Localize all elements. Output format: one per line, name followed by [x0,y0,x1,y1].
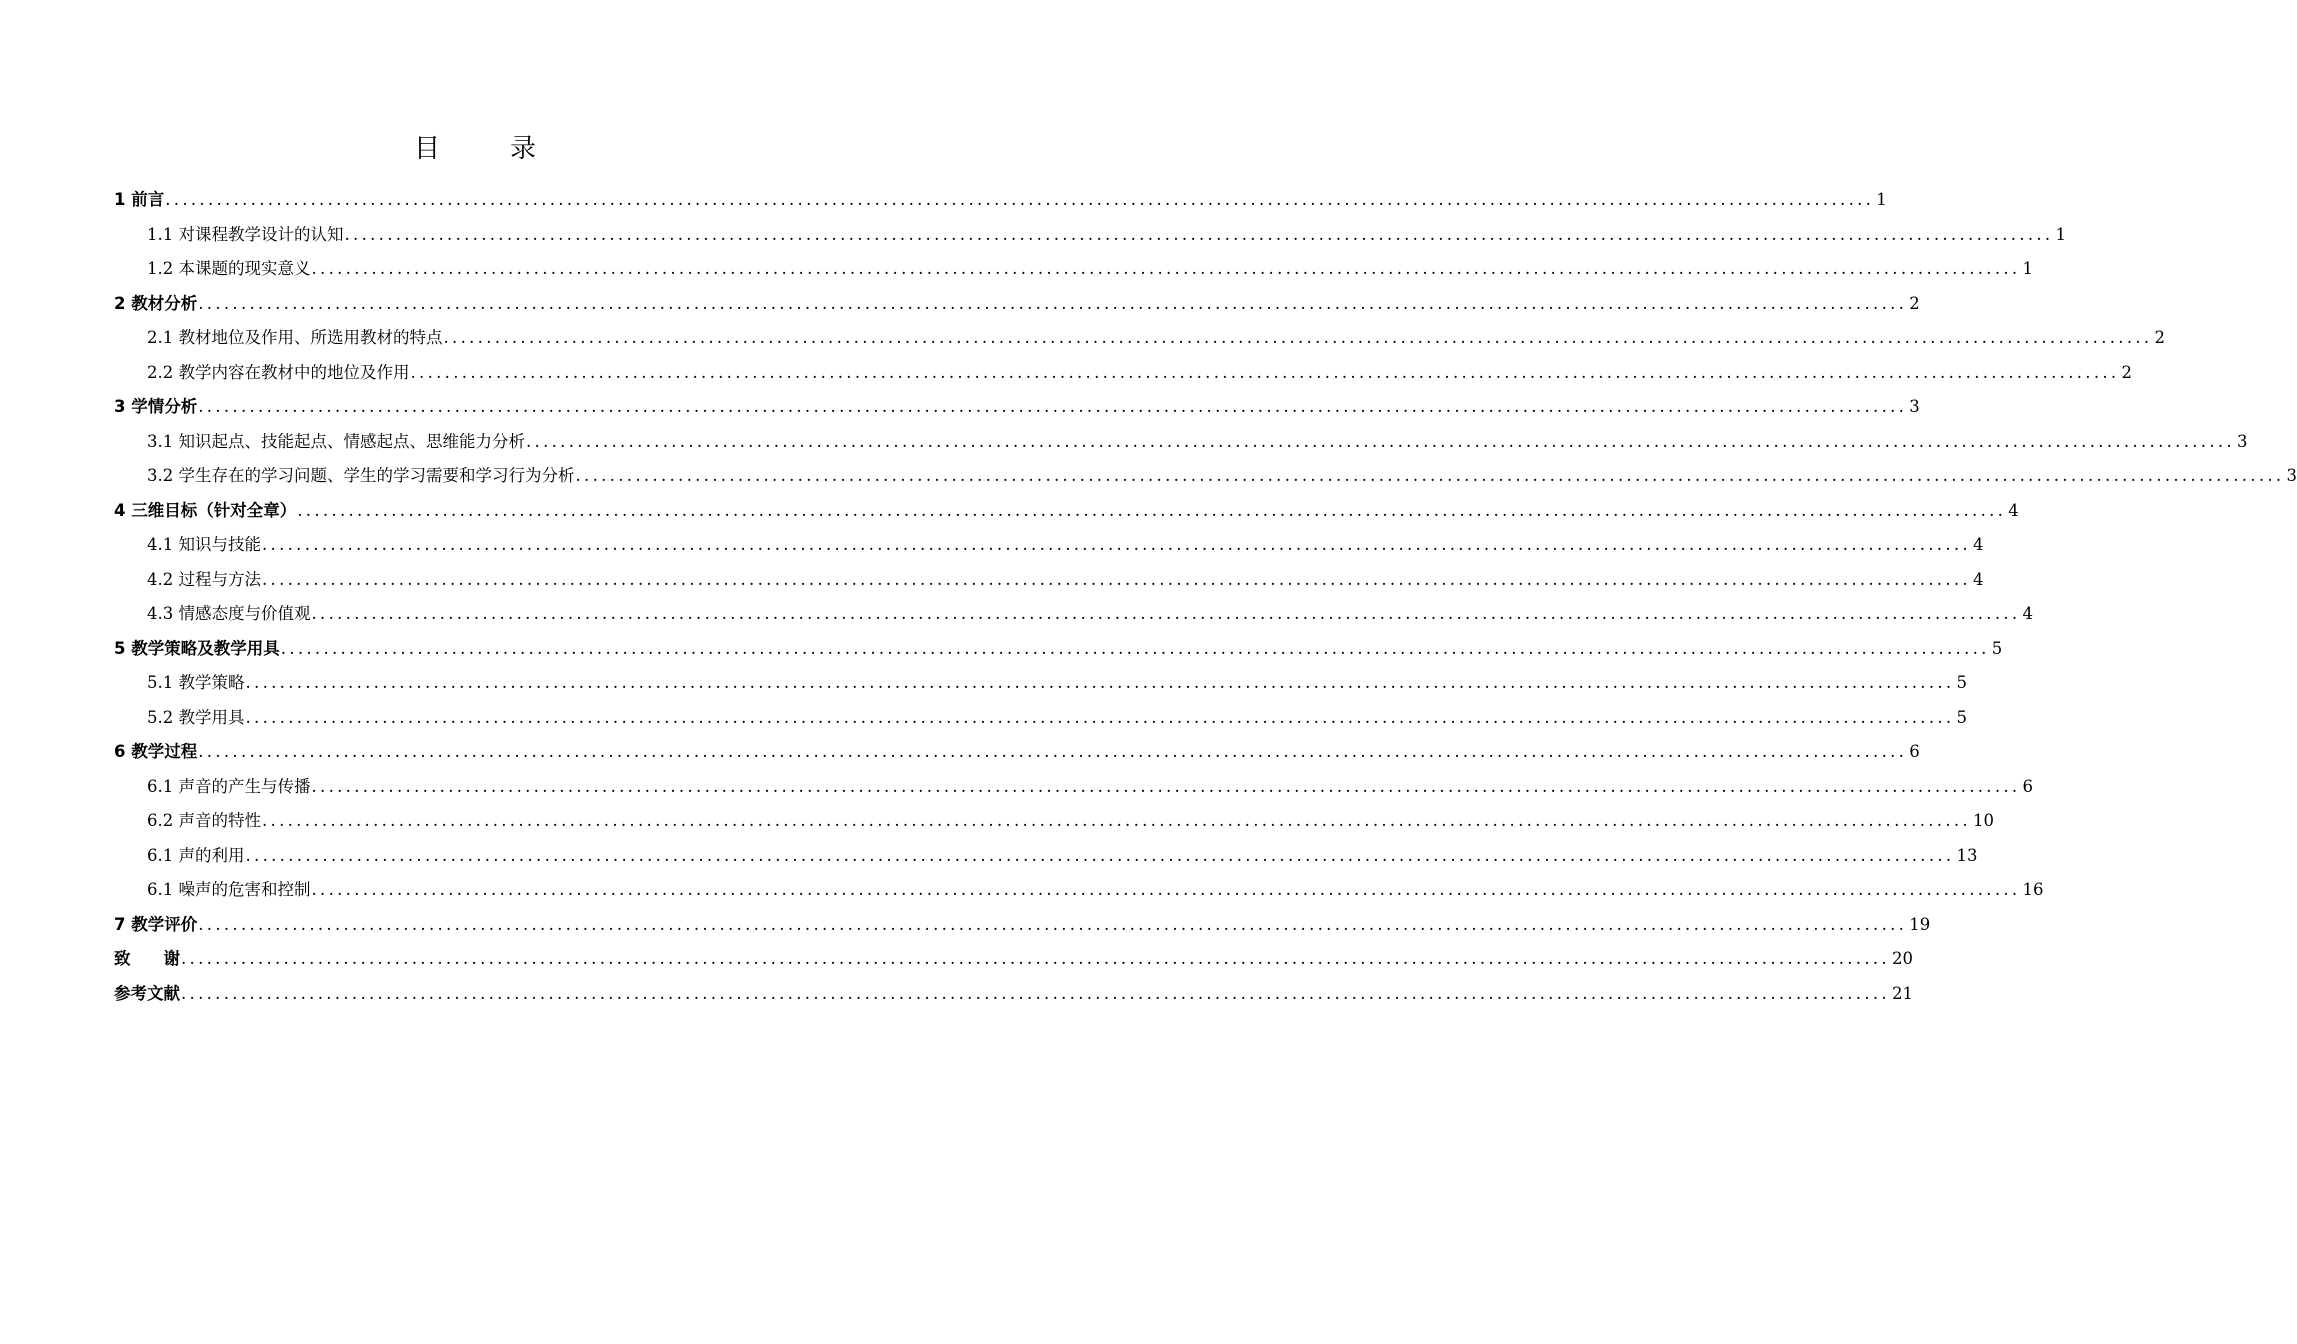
toc-leader-dots: ........................................................................................................................................................................................................ [410,362,2120,382]
toc-chapter-entry[interactable] [114,390,1920,425]
toc-page-number: 3 [2236,431,2248,451]
toc-page-number: 3 [1909,397,1920,416]
toc-entry-label: 1.2 本课题的现实意义 [147,259,311,278]
toc-entry-label: 4 三维目标（针对全章） [114,500,297,520]
toc-section-entry[interactable] [114,459,2297,494]
toc-chapter-entry[interactable] [114,942,1913,977]
toc-entry-label: 2 教材分析 [114,293,198,313]
toc-chapter-entry[interactable] [114,287,1920,322]
toc-section-entry[interactable] [114,321,2165,356]
toc-section-entry[interactable] [114,425,2248,460]
toc-section-entry[interactable] [114,804,1994,839]
table-of-contents [114,183,2297,1011]
toc-title [0,128,950,165]
toc-page-number: 4 [2008,500,2019,520]
toc-leader-dots: ........................................................................................................................................................................................................ [311,776,2021,796]
toc-section-entry[interactable] [114,666,1967,701]
toc-section-entry[interactable] [114,873,2044,908]
toc-entry-label: 1 前言 [114,190,165,209]
toc-chapter-entry[interactable] [114,908,1931,943]
toc-leader-dots: ........................................................................................................................................................................................................ [262,569,1971,589]
toc-leader-dots: ........................................................................................................................................................................................................ [297,500,2007,520]
toc-section-entry[interactable] [114,252,2033,287]
toc-entry-label: 5 教学策略及教学用具 [114,638,280,658]
toc-entry-label: 4.3 情感态度与价值观 [147,604,311,623]
toc-entry-label: 6.1 噪声的危害和控制 [147,880,311,899]
toc-entry-label: 6.1 声音的产生与传播 [147,776,311,796]
toc-chapter-entry[interactable] [114,977,1913,1012]
toc-leader-dots: ........................................................................................................................................................................................................ [526,431,2235,451]
toc-leader-dots: ........................................................................................................................................................................................................ [165,190,1875,209]
toc-leader-dots: ........................................................................................................................................................................................................ [311,880,2021,899]
toc-section-entry[interactable] [114,839,1978,874]
toc-section-entry[interactable] [114,701,1967,736]
toc-page-number: 16 [2022,880,2044,899]
toc-entry-label: 5.2 教学用具 [147,707,245,727]
toc-page-number: 4 [1972,535,1984,554]
toc-entry-label: 参考文献 [114,983,180,1003]
toc-leader-dots: ........................................................................................................................................................................................................ [262,535,1971,554]
toc-entry-label: 3.1 知识起点、技能起点、情感起点、思维能力分析 [147,431,525,451]
toc-page-number: 5 [1956,673,1967,692]
toc-leader-dots: ........................................................................................................................................................................................................ [575,466,2285,485]
toc-page-number: 21 [1891,983,1913,1003]
toc-entry-label: 6.1 声的利用 [147,845,245,865]
toc-chapter-entry[interactable] [114,183,1887,218]
toc-leader-dots: ........................................................................................................................................................................................................ [311,259,2021,278]
toc-leader-dots: ........................................................................................................................................................................................................ [198,914,1908,934]
toc-entry-label: 6 教学过程 [114,742,198,761]
toc-page-number: 2 [1909,293,1920,313]
toc-leader-dots: ........................................................................................................................................................................................................ [181,949,1890,968]
toc-leader-dots: ........................................................................................................................................................................................................ [443,328,2153,347]
toc-leader-dots: ........................................................................................................................................................................................................ [198,742,1908,761]
toc-leader-dots: ........................................................................................................................................................................................................ [344,224,2054,244]
toc-leader-dots: ........................................................................................................................................................................................................ [245,673,1955,692]
toc-page-number: 1 [2022,259,2033,278]
toc-page-number: 1 [2055,224,2066,244]
toc-page-number: 6 [2022,776,2033,796]
toc-entry-label: 致 谢 [114,949,180,968]
toc-section-entry[interactable] [114,563,1984,598]
toc-section-entry[interactable] [114,356,2132,391]
toc-page-number: 2 [2154,328,2165,347]
toc-page-number: 5 [1991,638,2003,658]
toc-chapter-entry[interactable] [114,735,1920,770]
toc-leader-dots: ........................................................................................................................................................................................................ [181,983,1890,1003]
toc-page-number: 6 [1909,742,1920,761]
toc-page-number: 1 [1876,190,1887,209]
toc-page-number: 20 [1891,949,1913,968]
toc-entry-label: 2.1 教材地位及作用、所选用教材的特点 [147,328,443,347]
toc-page-number: 5 [1956,707,1967,727]
toc-section-entry[interactable] [114,218,2066,253]
toc-leader-dots: ........................................................................................................................................................................................................ [311,604,2021,623]
toc-page-number: 19 [1909,914,1931,934]
toc-entry-label: 5.1 教学策略 [147,673,245,692]
toc-section-entry[interactable] [114,597,2033,632]
toc-chapter-entry[interactable] [114,632,2003,667]
toc-entry-label: 7 教学评价 [114,914,198,934]
toc-leader-dots: ........................................................................................................................................................................................................ [245,845,1955,865]
toc-leader-dots: ........................................................................................................................................................................................................ [262,811,1971,830]
toc-entry-label: 3.2 学生存在的学习问题、学生的学习需要和学习行为分析 [147,466,575,485]
toc-section-entry[interactable] [114,770,2033,805]
toc-section-entry[interactable] [114,528,1984,563]
toc-leader-dots: ........................................................................................................................................................................................................ [245,707,1955,727]
toc-page-number: 3 [2286,466,2297,485]
toc-entry-label: 4.1 知识与技能 [147,535,261,554]
toc-page-number: 2 [2121,362,2132,382]
toc-page-number: 13 [1956,845,1978,865]
toc-leader-dots: ........................................................................................................................................................................................................ [280,638,1990,658]
toc-title-char-2: 录 [510,134,537,164]
toc-page-number: 4 [1972,569,1984,589]
toc-entry-label: 1.1 对课程教学设计的认知 [147,224,344,244]
toc-page-number: 4 [2022,604,2033,623]
toc-entry-label: 2.2 教学内容在教材中的地位及作用 [147,362,410,382]
toc-leader-dots: ........................................................................................................................................................................................................ [198,397,1908,416]
toc-chapter-entry[interactable] [114,494,2019,529]
toc-entry-label: 6.2 声音的特性 [147,811,261,830]
toc-title-char-1: 目 [413,134,440,164]
toc-entry-label: 3 学情分析 [114,397,198,416]
toc-entry-label: 4.2 过程与方法 [147,569,261,589]
toc-page-number: 10 [1972,811,1994,830]
toc-leader-dots: ........................................................................................................................................................................................................ [198,293,1908,313]
